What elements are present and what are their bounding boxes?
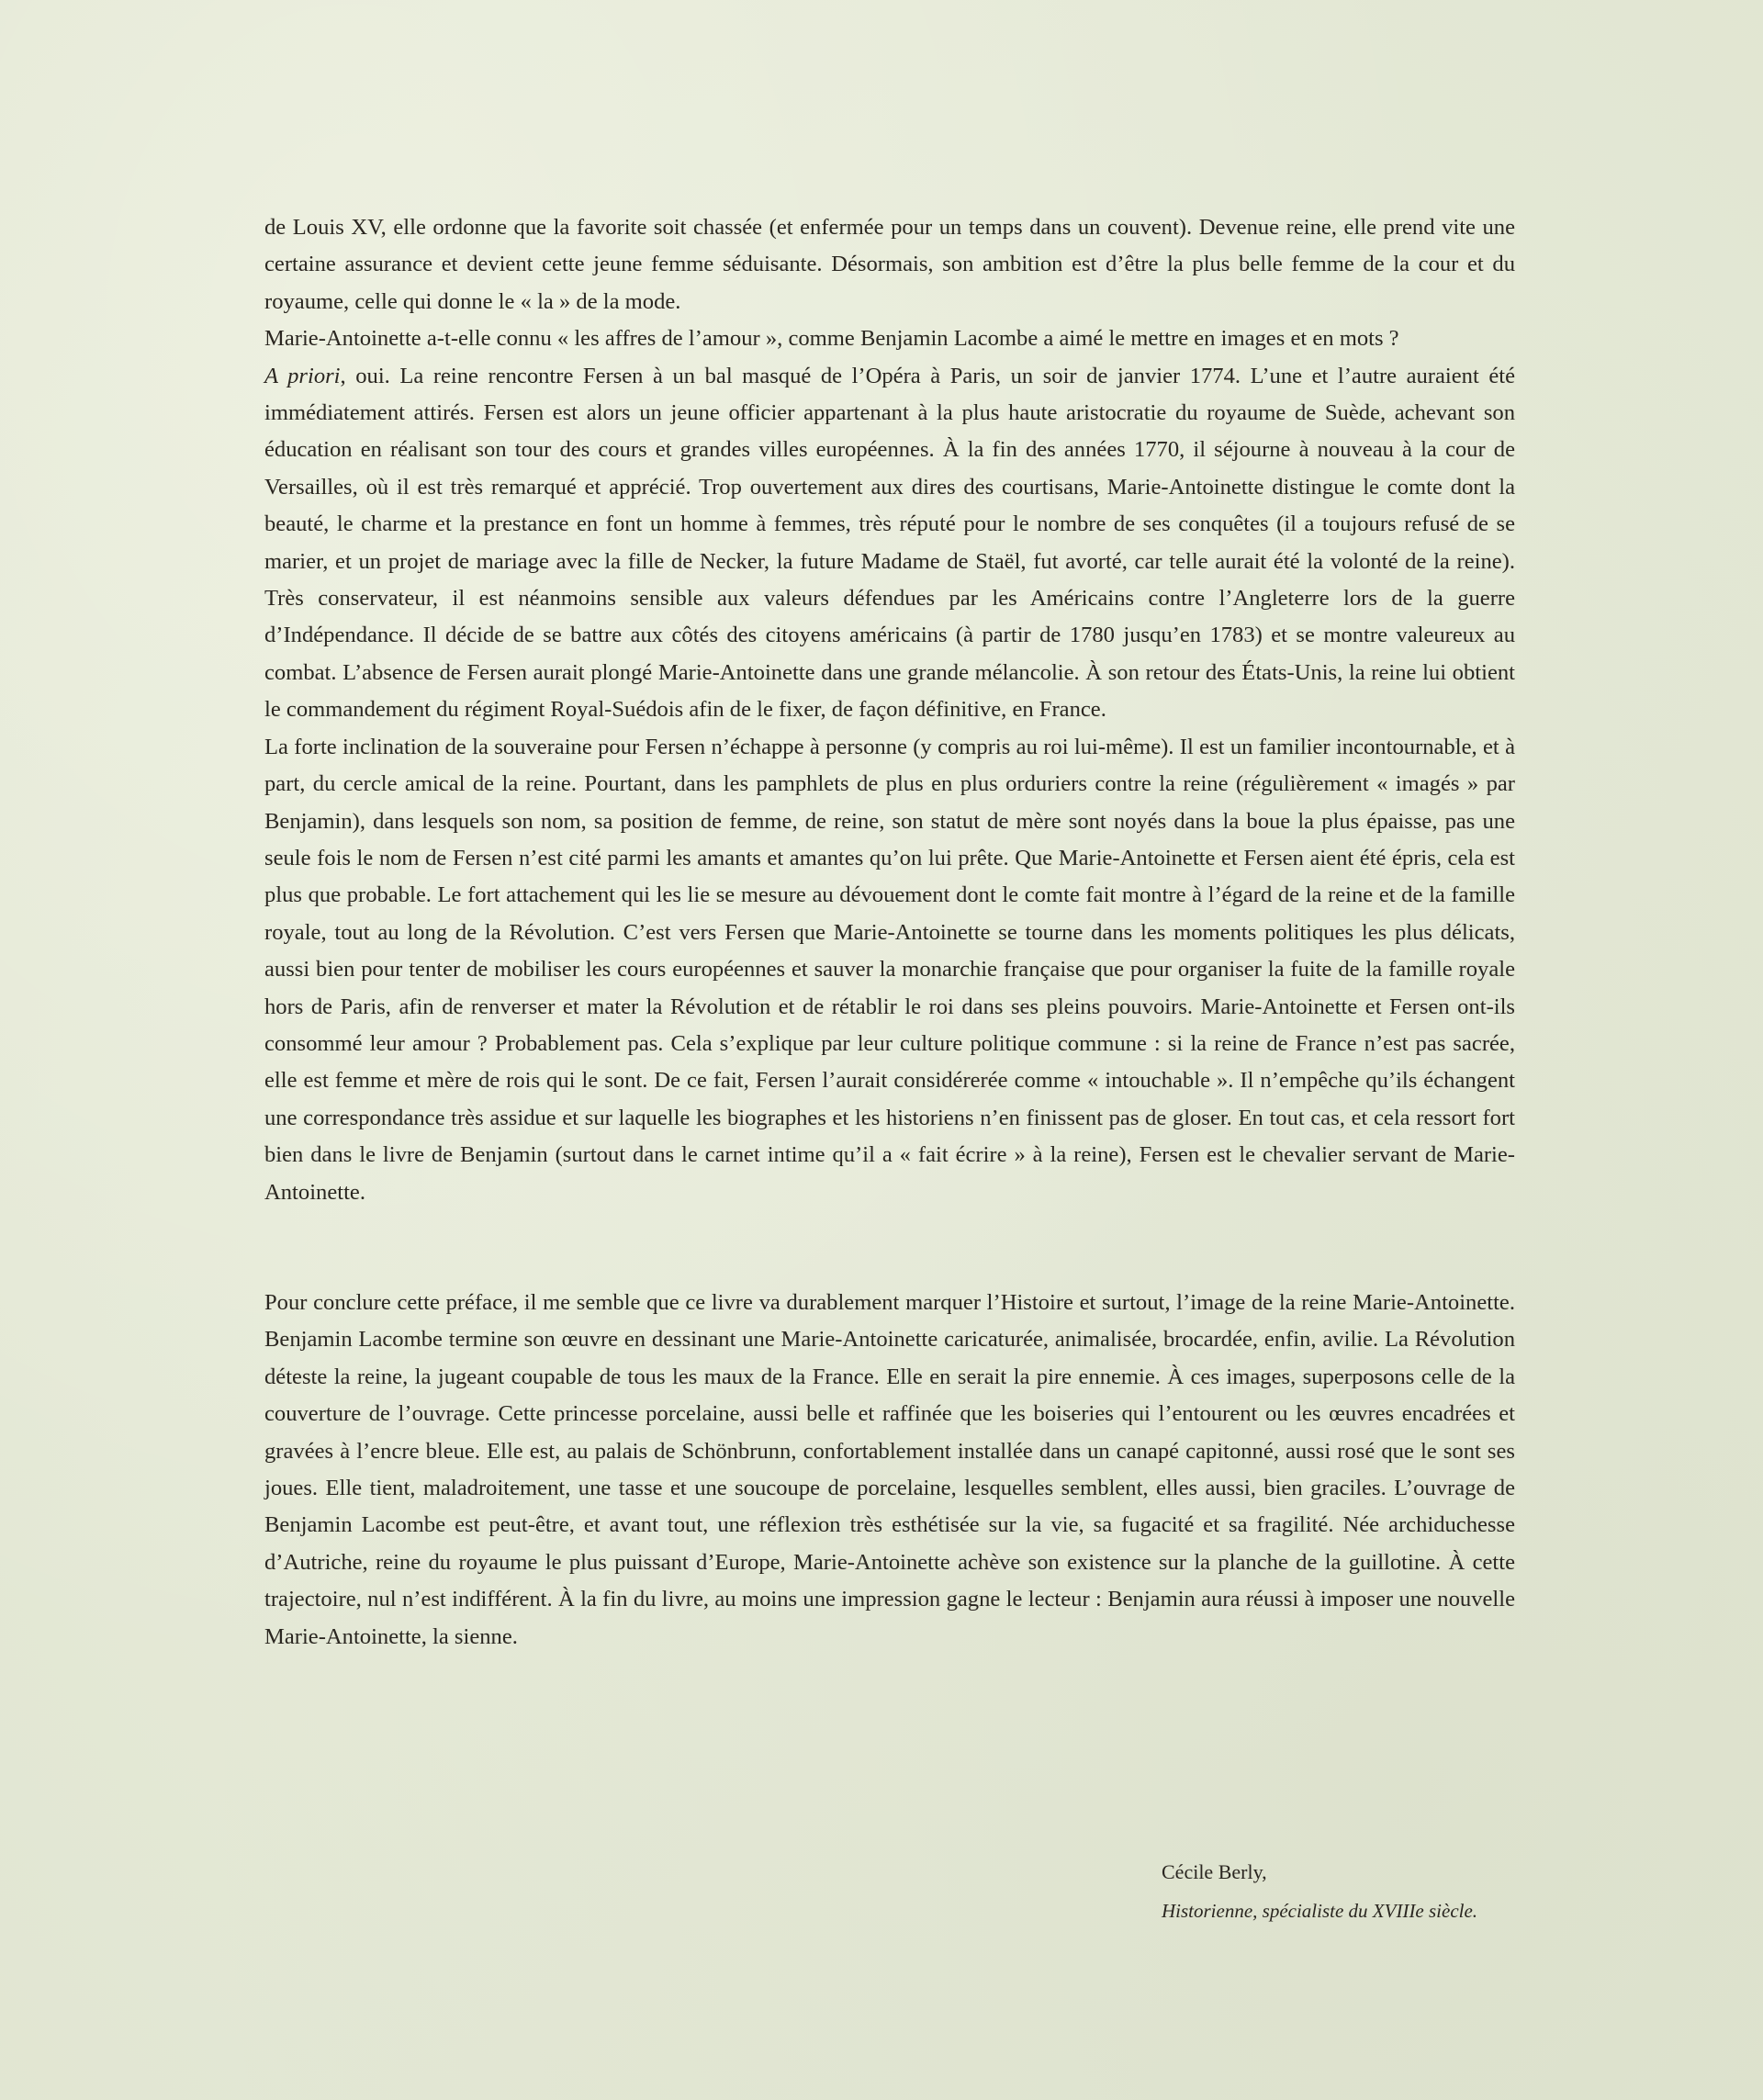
apriori-italic: A priori: [264, 363, 341, 388]
signature-name: Cécile Berly,: [1162, 1860, 1267, 1883]
paragraph-fersen-meeting-text: La reine rencontre Fersen à un bal masqué de l’Opéra à Paris, un soir de janvier 1774. L’une et l’autre auraient été immédiatement attirés. Fersen est alors un jeune officier appartenant à la plus haute aristocratie du royaume de Suède, achevant son éducation en réalisant son tour des cours et grandes villes européennes. À la fin des années 1770, il séjourne à nouveau à la cour de Versailles, où il est très remarqué et apprécié. Trop ouvertement aux dires des courtisans, Marie-Antoinette distingue le comte dont la beauté, le charme et la prestance en font un homme à femmes, très réputé pour le nombre de ses conquêtes (il a toujours refusé de se marier, et un projet de mariage avec la fille de Necker, la future Madame de Staël, fut avorté, car telle aurait été la volonté de la reine). Très conservateur, il est néanmoins sensible aux valeurs défendues par les Américains contre l’Angleterre lors de la guerre d’Indépendance. Il décide de se battre aux côtés des citoyens américains (à partir de 1780 jusqu’en 1783) et se montre valeureux au combat. L’absence de Fersen aurait plongé Marie-Antoinette dans une grande mélancolie. À son retour des États-Unis, la reine lui obtient le commandement du régiment Royal-Suédois afin de le fixer, de façon définitive, en France.: [264, 363, 1515, 723]
paragraph-question: Marie-Antoinette a-t-elle connu « les affres de l’amour », comme Benjamin Lacombe a aimé le mettre en images et en mots ?: [264, 326, 1399, 352]
paper-speck: [1395, 1486, 1398, 1488]
signature-block: [1162, 1853, 1477, 1930]
paragraph-intro: de Louis XV, elle ordonne que la favorite soit chassée (et enfermée pour un temps dans un couvent). Devenue reine, elle prend vite une certaine assurance et devient cette jeune femme séduisante. Désormais, son ambition est d’être la plus belle femme de la cour et du royaume, celle qui donne le « la » de la mode.: [264, 215, 1515, 314]
paper-speck: [1455, 741, 1458, 744]
paragraph-fersen-meeting: [264, 358, 1515, 729]
signature-role: Historienne, spécialiste du XVIIIe siècle.: [1162, 1900, 1478, 1922]
paragraph-fersen-inclination: La forte inclination de la souveraine pour Fersen n’échappe à personne (y compris au roi lui-même). Il est un familier incontournable, et à part, du cercle amical de la reine. Pourtant, dans les pamphlets de plus en plus orduriers contre la reine (régulièrement « imagés » par Benjamin), dans lesquels son nom, sa position de femme, de reine, son statut de mère sont noyés dans la boue la plus épaisse, pas une seule fois le nom de Fersen n’est cité parmi les amants et amantes qu’on lui prête. Que Marie-Antoinette et Fersen aient été épris, cela est plus que probable. Le fort attachement qui les lie se mesure au dévouement dont le comte fait montre à l’égard de la reine et de la famille royale, tout au long de la Révolution. C’est vers Fersen que Marie-Antoinette se tourne dans les moments politiques les plus délicats, aussi bien pour tenter de mobiliser les cours européennes et sauver la monarchie française que pour organiser la fuite de la famille royale hors de Paris, afin de renverser et mater la Révolution et de rétablir le roi dans ses pleins pouvoirs. Marie-Antoinette et Fersen ont-ils consommé leur amour ? Probablement pas. Cela s’explique par leur culture politique commune : si la reine de France n’est pas sacrée, elle est femme et mère de rois qui le sont. De ce fait, Fersen l’aurait considérerée comme « intouchable ». Il n’empêche qu’ils échangent une correspondance très assidue et sur laquelle les biographes et les historiens n’en finissent pas de gloser. En tout cas, et cela ressort fort bien dans le livre de Benjamin (surtout dans le carnet intime qu’il a « fait écrire » à la reine), Fersen est le chevalier servant de Marie-Antoinette.: [264, 734, 1515, 1205]
document-body: [264, 209, 1515, 1656]
paragraph-gap: [264, 1211, 1515, 1285]
paragraph-conclusion: Pour conclure cette préface, il me semble que ce livre va durablement marquer l’Histoire et surtout, l’image de la reine Marie-Antoinette. Benjamin Lacombe termine son œuvre en dessinant une Marie-Antoinette caricaturée, animalisée, brocardée, enfin, avilie. La Révolution déteste la reine, la jugeant coupable de tous les maux de la France. Elle en serait la pire ennemie. À ces images, superposons celle de la couverture de l’ouvrage. Cette princesse porcelaine, aussi belle et raffinée que les boiseries qui l’entourent ou les œuvres encadrées et gravées à l’encre bleue. Elle est, au palais de Schönbrunn, confortablement installée dans un canapé capitonné, aussi rosé que le sont ses joues. Elle tient, maladroitement, une tasse et une soucoupe de porcelaine, lesquelles semblent, elles aussi, bien graciles. L’ouvrage de Benjamin Lacombe est peut-être, et avant tout, une réflexion très esthétisée sur la vie, sa fugacité et sa fragilité. Née archiduchesse d’Autriche, reine du royaume le plus puissant d’Europe, Marie-Antoinette achève son existence sur la planche de la guillotine. À cette trajectoire, nul n’est indifférent. À la fin du livre, au moins une impression gagne le lecteur : Benjamin aura réussi à imposer une nouvelle Marie-Antoinette, la sienne.: [264, 1289, 1515, 1649]
apriori-after: , oui.: [340, 363, 400, 388]
